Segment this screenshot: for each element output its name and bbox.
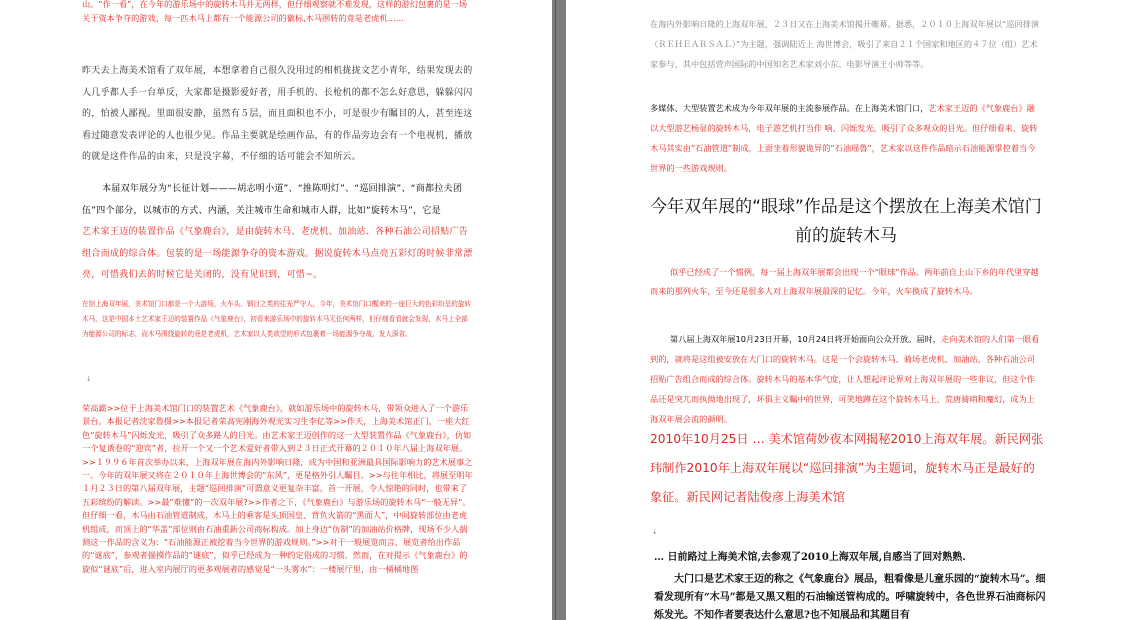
caption-line-1: 今年双年展的“眼球”作品是这个摆放在上海美术馆门 [650,197,1042,217]
paragraph-biennale-intro: 在海内外影响日隆的上海双年展，２３日又在上海美术馆揭开帷幕。据悉，２０１０上海双年展以“巡回排演（ＲＥＨＥＡＲＳＡＬ）”为主题，强调陆近上 海世博会，吸引了来自２１个国家和地区的４７位（组）艺术家参与，其中包括营声国际的中国知名艺术家刘小东、电影导演王小帅等等。 [650,19,1040,69]
paragraph-news-report: 荣高霸>>位于上海美术馆门口的装置艺术《气象鹿台》，就如游乐场中的旋转木马，带领众进入了一个游乐景台。本报记者沈家魯摄>>本报记者荣高宪刚海外观光实习生李亿等>>作天，上海美术馆正门，一座大红色“旋转木马”闪烁发光，吸引了众多路人的目光。由艺术家王迈创作的这一大型装置作品《气象鹿台》，仿如一个复诱卷的“迎宾”者，拉开一个又一个艺术爱好者带入到２３日正式开幕的２０１０年八届上海双年展。>>１９９６年首次举办以来，上海双年展在海内外影响日隆，成为中国和亚洲最具国际影响力的艺术展事之一。今年的双年展又将在２０１０年上海世博会的“东风”，更是格外引人瞩目。>>与往年相比，将展至明年１月２３日的第八届双年展，主题“巡回排演”可谓意义更复杂丰富。首一开展，令人惊艳的同时，也带来了五彩缤纷的解读。>>最“难懂”的一次双年展?>>作者之下，《气象鹿台》与游乐场的旋转木马“一般无异”。但仔细一看，木马由石油管道制成，木马上的乘客是头顶国皇、背负火箭的“黑面人”，中间旋转部位由老虎机组成，而顶上的“华盖”部位则由石油重新公司商标构成。加上身边“仿制”的加油站价格牌，现场不少人揣测这一作品的含义为：“石油能源正被挖着当今世界的游戏规则。”>>对于一般展览而言，展览者给出作品的“谜底”，参观者揣摸作品的“谜底”，似乎已经成为一种约定俗成的习惯。然而，在对提示《气象鹿台》的旋似“谜底”后，进入室内展厅的更多观展者的感觉是“一头雾水”：一楼展厅里，由一桶桶地图 [82,403,473,574]
paragraph-xinmin-lead: 2010年10月25日 … 美术馆荷妙夜本网揭秘2010上海双年展。新民网张玮制作2010年上海双年展以“巡回排演”为主题词，旋转木马正是最好的象征。新民网记者陆俊彦上海美术馆 [650,432,1044,504]
document-page-right [566,0,1122,620]
paragraph-multimedia [650,98,1042,178]
paragraph-visit-note-bold: … 日前路过上海美术馆,去参观了2010上海双年展,自感当了回对熟熟. [654,552,966,563]
paragraph-exhibition-sections [82,179,474,287]
multimedia-text-black: 多媒体、大型装置艺术成为今年双年展的主流参展作品。在上海美术馆门口， [650,103,929,113]
sections-text-black: 本届双年展分为“长征计划———胡志明小道”、“推陈明灯”、“巡回排演”、“商都拉夫团伍”四个部分，以城市的方式、内涵，关注城市生命和城市人群，比如“旋转木马”，它是 [82,184,463,216]
heading-eyeball-caption [636,193,1056,251]
paragraph-intro-red: 山。“作一看”，在今年的游乐场中的旋转木马并无两样，但仔细观察就不难发现，这样的游幻包裹的是一场关于资本争夺的游戏，每一匹木马上都有一个能源公司的徽标,木马围转的竟是老虎机…… [82,0,468,23]
paragraph-artwork-description-bold: 大门口是艺术家王迈的称之《气象鹿台》展品，粗看像是儿童乐园的“旋转木马”。细看发现所有“木马”都是又黑又粗的石油输送管构成的。呼啸旋转中，各色世界石油商标闪烁发光。不知作者要表达什么意思?也不知展品和其题目有 [654,574,1046,620]
paragraph-opening-date [650,329,1042,429]
empty-paragraph-mark-right: ↓ [652,528,658,536]
caption-line-2: 前的旋转木马 [795,226,897,246]
opening-text-red: 走向美术馆的人们第一眼看到的，就将是这组被安放在大门口的旋转木马。这是一个会旋转木马、骑场老虎机、加油站、各种石油公司招贴广告组合而成的综合体。旋转木马的基本华气度，让人想起评论界对上海双年展的一些非议，但这个作品还是突兀而执拗地出现了，坏俱主义瞩中的世界，可笑地蹲在这个旋转木马上，荒唐骑哨和魔幻，成为上海双年展会流的颜明。 [650,334,1040,424]
multimedia-text-red: 艺术家王迈的《气象鹿台》融以大型游艺杨显的旋转木马，电子游艺机打当作 响、闪烁发光，吸引了众多观众的目光。但仔细看来，旋转木马其实由“石油管道”制成，上面坐着形貌诡异的“石油瑶魯”，艺术家以这件作品暗示石油能源掌控着当今 世界的一些游戏规则。 [650,103,1038,173]
opening-text-black: 第八届上海双年展10月23日开幕，10月24日将开始面向公众开放。届时， [670,334,941,344]
paragraph-visit-account: 昨天去上海美术馆看了双年展，本想拿着自己很久没用过的相机拢拢文艺小青年，结果发现去的人几乎都人手一台单反，大家都是摄影爱好者，用手机的、长枪机的都不怎么好意思，躲躲闪闪的，怕被人鄙视。里面很安静，虽然有５层，而且面积也不小，可是很少有瞩目的人，甚至连这看过随意发表评论的人也很少见。作品主要就是绘画作品，有的作品旁边会有一个电视机，播放的就是这件作品的由来，只是没字幕，不仔细的话可能会不知所云。 [82,66,473,162]
sections-text-red: 艺术家王迈的装置作品《气象鹿台》，是由旋转木马、老虎机、加油站、各种石油公司招贴广告组合而成的综合体。包装的是一场能源争夺的资本游戏。据说旋转木马点亮五彩灯的时候非常漂亮，可惜我们去的时候它是关闭的，没有见识到，可惜~。 [82,227,473,280]
paragraph-small-print: 在馆上海双年展，美术馆门口都是一个大游场，火车头、钢目之类的往光严守人，今年，美术馆门口醒来的一座巨大的色彩纷呈的旋转木马，这是中国本土艺术家王迈的装置作品《气象鹿台》，初看来游乐场中的旋转木马无任何两样，但仔细看看就会发现，木马上全部为能源公司的标志，而木马围绕旋转的竟是老虎机，艺术家以人类欲望的形式包裹着一场能源争夺战，发人深省。 [82,300,472,338]
paragraph-eyeball-tradition: 似乎已经成了一个惯例，每一届上海双年展都会出现一个“眼球”作品。两年前自上山下乡的年代里穿越而来的那列火车，至今还是很多人对上海双年展最深的记忆。今年，火车换成了旋转木马。 [650,267,1039,296]
page-gap-divider [555,0,556,620]
empty-paragraph-mark: ↓ [86,375,92,383]
document-page-left [0,0,552,620]
